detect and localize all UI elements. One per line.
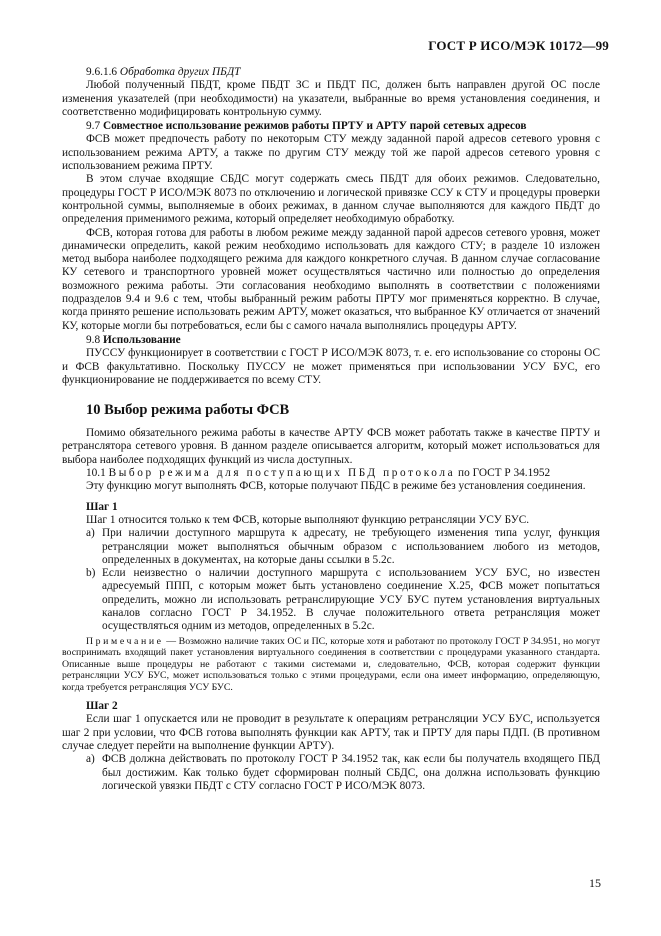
page-body [62, 66, 600, 793]
step-2-heading: Шаг 2 [86, 700, 118, 713]
running-header: ГОСТ Р ИСО/МЭК 10172—99 [428, 38, 609, 53]
subsection-title-suffix: по ГОСТ Р 34.1952 [458, 467, 551, 480]
subsection-number: 9.6.1.6 [86, 66, 118, 78]
paragraph: В этом случае входящие СБДС могут содержать смесь ПБДТ для обоих режимов. Следовательно, процедуры ГОСТ Р ИСО/МЭК 8073 по отключению и логической привязке ССУ к СТУ и процедуры проверки контрольной суммы, выполняемые в обоих режимах, в данном случае выполняются для каждого ПБДТ до определения применимого режима, который определяет необходимую обработку. [62, 173, 600, 226]
section-10-heading: 10 Выбор режима работы ФСВ [86, 402, 290, 419]
list-item-text: При наличии доступного маршрута к адресату, не требующего изменения типа услуг, функция ретрансляции может выполняться обычным образом с использованием любого из методов, определенных в документах, на которые даны ссылки в 5.2с. [102, 527, 600, 566]
subsection-title: Использование [102, 333, 181, 346]
subsection-title: Обработка других ПБДТ [119, 66, 241, 78]
list-marker: a) [86, 753, 95, 766]
list-item [86, 753, 600, 793]
subsection-9-7-heading [62, 120, 600, 133]
subsection-10-1-heading [62, 467, 600, 480]
note [62, 636, 600, 694]
paragraph: Шаг 1 относится только к тем ФСВ, которые выполняют функцию ретрансляции УСУ БУС. [86, 513, 530, 526]
page-number: 15 [589, 876, 601, 890]
step-1-heading: Шаг 1 [86, 500, 118, 513]
list-marker: b) [86, 567, 96, 580]
subsection-9-8-heading [62, 334, 600, 347]
paragraph: ФСВ, которая готова для работы в любом режиме между заданной парой адресов сетевого уровня, может динамически определить, какой режим необходимо использовать для каждого СТУ; в разделе 10 изложен метод выбора наиболее подходящего режима для каждого конкретного случая. В данном случае согласование КУ сетевого и транспортного уровней может осуществляться частично или полностью до определения возможного режима работы. Эти согласования необходимо выполнять в соответствии с положениями подразделов 9.4 и 9.6 с тем, чтобы выбранный режим работы ПРТУ мог применяться корректно. В случае, когда принято решение использовать режим АРТУ, может оказаться, что выбранное КУ отличается от значений КУ, которые могли бы потребоваться, если бы с самого начала выполнялись процедуры АРТУ. [62, 226, 600, 332]
list-marker: a) [86, 527, 95, 540]
paragraph: Помимо обязательного режима работы в качестве АРТУ ФСВ может работать также в качестве ПРТУ и ретранслятора сетевого уровня. В данном разделе описывается алгоритм, который может использоваться для выбора наиболее подходящих функций из числа доступных. [62, 427, 600, 466]
subsection-title: Совместное использование режимов работы ПРТУ и АРТУ парой сетевых адресов [102, 120, 527, 133]
subsection-number: 10.1 [86, 467, 106, 480]
note-label: Примечание [86, 635, 164, 647]
paragraph: Эту функцию могут выполнять ФСВ, которые получают ПБДС в режиме без установления соединения. [86, 480, 586, 493]
subsection-9-6-1-6-heading [62, 66, 600, 79]
paragraph: Любой полученный ПБДТ, кроме ПБДТ ЗС и ПБДТ ПС, должен быть направлен другой ОС после изменения указателей (при необходимости) на указатели, выбранные во время установления соединения, и соответственно модифицировать контрольную сумму. [62, 79, 600, 118]
subsection-title: Выбор режима для поступающих ПБД протокола [108, 467, 456, 480]
subsection-number: 9.7 [86, 120, 101, 133]
list-item [86, 527, 600, 567]
paragraph: Если шаг 1 опускается или не проводит в результате к операциям ретрансляции УСУ БУС, используется шаг 2 при условии, что ФСВ готова выполнять функции как АРТУ, так и ПРТУ для пары ПДП. (В противном случае следует перейти на выполнение функции АРТУ). [62, 713, 600, 752]
note-text: — Возможно наличие таких ОС и ПС, которые хотя и работают по протоколу ГОСТ Р 34.951, но могут воспринимать входящий пакет установления виртуального соединения в соответствии с процедурами указанного стандарта. Описанные выше процедуры не работают с такими системами и, следовательно, ФСВ, которая содержит функции ретрансляции УСУ БУС, может использоваться только с этими процедурами, если она имеет информацию, определяющую, когда требуется ретрансляция УСУ БУС. [62, 635, 600, 693]
subsection-number: 9.8 [86, 333, 101, 346]
list-item [86, 567, 600, 633]
list-item-text: Если неизвестно о наличии доступного маршрута с использованием УСУ БУС, но известен адресуемый ППП, с которым может быть установлено соединение Х.25, ФСВ может попытаться определить, можно ли использовать ретранслирующие УСУ БУС путем установления виртуальных каналов согласно ГОСТ Р 34.1952. В случае положительного ответа ретрансляция может осуществляться одним из методов, определенных в 5.2с. [102, 567, 600, 633]
paragraph: ФСВ может предпочесть работу по некоторым СТУ между заданной парой адресов сетевого уровня с использованием режима АРТУ, а также по другим СТУ между той же парой адресов сетевого уровня с использованием режима ПРТУ. [62, 133, 600, 173]
paragraph: ПУССУ функционирует в соответствии с ГОСТ Р ИСО/МЭК 8073, т. е. его использование со стороны ОС и ФСВ факультативно. Поскольку ПУССУ не может применяться при использовании УСУ БУС, его функционирование не поддерживается по всему СТУ. [62, 347, 600, 386]
list-item-text: ФСВ должна действовать по протоколу ГОСТ Р 34.1952 так, как если бы получатель входящего ПБД был достижим. Как только будет сформирован полный СБДС, она должна использовать функцию логической увязки ПБДТ с СТУ согласно ГОСТ Р ИСО/МЭК 8073. [102, 753, 600, 792]
